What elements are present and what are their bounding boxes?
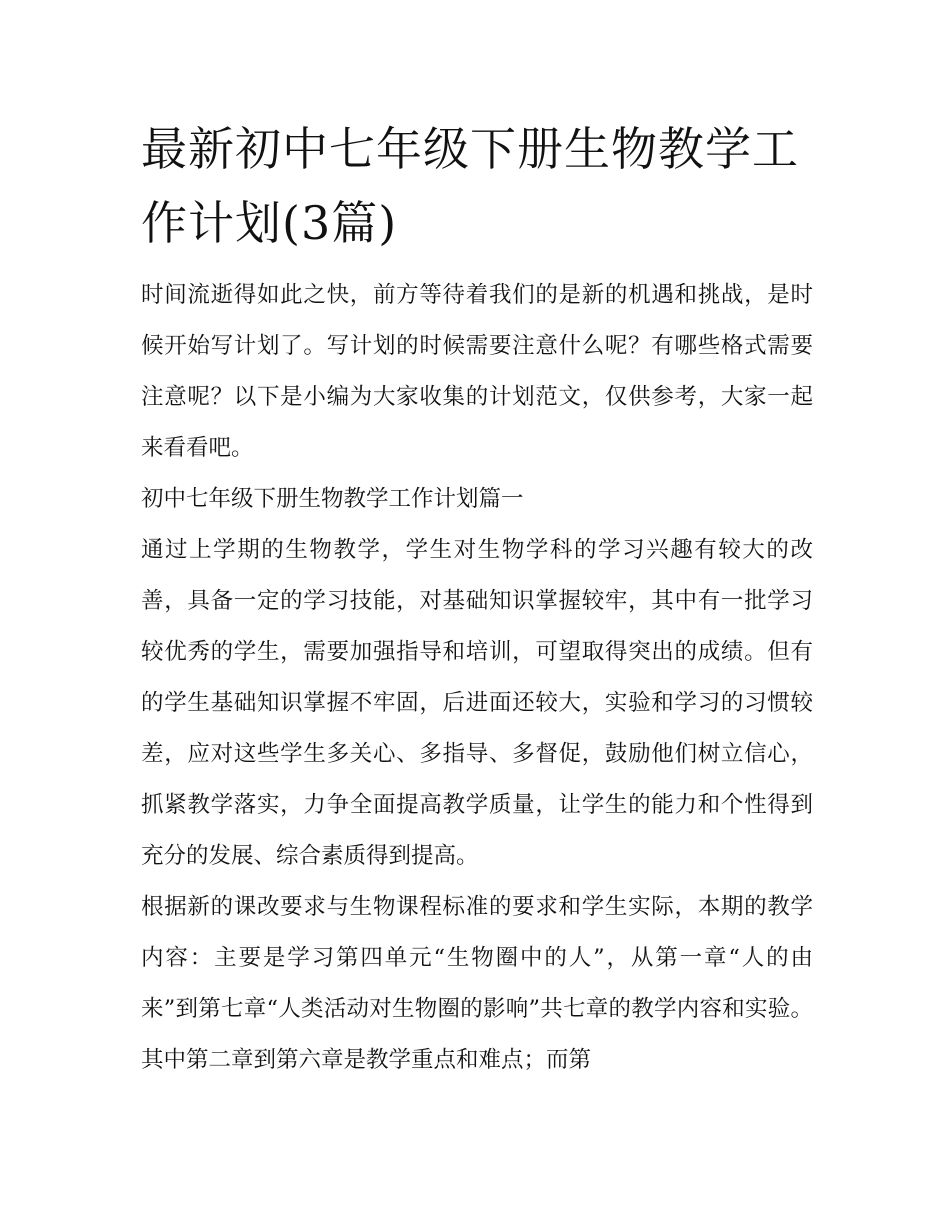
section-heading: 初中七年级下册生物教学工作计划篇一 [141, 486, 524, 512]
body-paragraph: 通过上学期的生物教学，学生对生物学科的学习兴趣有较大的改善，具备一定的学习技能，对基础知识掌握较牢，其中有一批学习较优秀的学生，需要加强指导和培训，可望取得突出的成绩。但有的学生基础知识掌握不牢固，后进面还较大，实验和学习的习惯较差，应对这些学生多关心、多指导、多督促，鼓励他们树立信心，抓紧教学落实，力争全面提高教学质量，让学生的能力和个性得到充分的发展、综合素质得到提高。 [141, 537, 813, 869]
document-title: 最新初中七年级下册生物教学工作计划(3篇) [141, 122, 799, 250]
intro-paragraph: 时间流逝得如此之快，前方等待着我们的是新的机遇和挑战，是时候开始写计划了。写计划的时候需要注意什么呢？有哪些格式需要注意呢？以下是小编为大家收集的计划范文，仅供参考，大家一起来看看吧。 [141, 282, 813, 461]
body-paragraph: 根据新的课改要求与生物课程标准的要求和学生实际，本期的教学内容：主要是学习第四单元“生物圈中的人”，从第一章“人的由来”到第七章“人类活动对生物圈的影响”共七章的教学内容和实验。其中第二章到第六章是教学重点和难点；而第 [141, 894, 813, 1073]
document-page [141, 112, 813, 1086]
